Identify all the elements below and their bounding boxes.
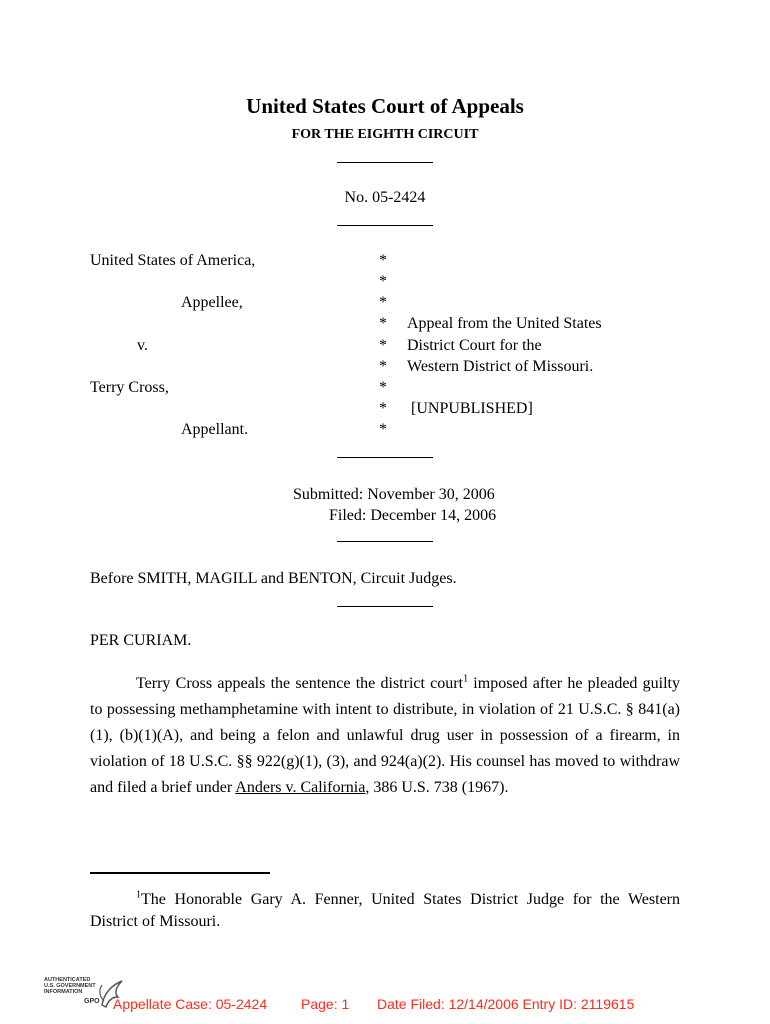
unpublished-label: [UNPUBLISHED] — [411, 400, 533, 417]
footnote-text: The Honorable Gary A. Fenner, United States District Judge for the Western District of Missouri. — [90, 891, 680, 930]
footnote-number: 1 — [136, 889, 141, 901]
plaintiff-name: United States of America, — [90, 252, 256, 269]
opinion-text: imposed after he pleaded guilty to possessing methamphetamine with intent to distribute, in violation of 21 U.S.C. § 841(a)(1), (b)(1)(A), and being a felon and unlawful drug user in possession of a firearm, in violation of 18 U.S.C. §§ 922(g)(1), (3), and 924(a)(2). His counsel has moved to withdraw and filed a brief under — [90, 675, 681, 796]
footnote-separator — [90, 872, 270, 874]
divider — [337, 606, 433, 607]
appeal-origin-line: Western District of Missouri. — [407, 358, 594, 375]
divider — [337, 225, 433, 226]
stamp-case: Appellate Case: 05-2424 — [113, 996, 268, 1012]
caption-asterisk: * — [379, 421, 387, 438]
stamp-filed: Date Filed: 12/14/2006 Entry ID: 2119615 — [377, 996, 635, 1012]
footnote-reference[interactable]: 1 — [463, 673, 469, 685]
logo-text: U.S. GOVERNMENT — [44, 983, 96, 989]
defendant-name: Terry Cross, — [90, 379, 169, 396]
caption-asterisk: * — [379, 252, 387, 269]
caption-asterisk: * — [379, 294, 387, 311]
appeal-origin-line: Appeal from the United States — [407, 315, 602, 332]
case-number: No. 05-2424 — [344, 189, 426, 206]
logo-text: AUTHENTICATED — [44, 977, 91, 983]
court-title: United States Court of Appeals — [246, 94, 524, 118]
footnote — [90, 889, 680, 933]
case-citation: Anders v. California — [235, 779, 366, 796]
panel-line: Before SMITH, MAGILL and BENTON, Circuit Judges. — [90, 570, 457, 587]
caption-asterisk: * — [379, 400, 387, 417]
opinion-text: , 386 U.S. 738 (1967). — [365, 779, 509, 796]
appeal-origin-line: District Court for the — [407, 337, 542, 354]
logo-text: INFORMATION — [44, 989, 83, 995]
caption-asterisk: * — [379, 337, 387, 354]
gpo-authentication-logo — [44, 975, 124, 1015]
plaintiff-role: Appellee, — [181, 294, 243, 311]
logo-text: GPO — [84, 998, 100, 1005]
opinion-text: Terry Cross appeals the sentence the district court — [136, 675, 464, 692]
caption-asterisk: * — [379, 358, 387, 375]
defendant-role: Appellant. — [181, 421, 249, 438]
per-curiam-heading: PER CURIAM. — [90, 632, 192, 649]
caption-asterisk: * — [379, 273, 387, 290]
circuit-subtitle: FOR THE EIGHTH CIRCUIT — [291, 127, 479, 142]
filed-date: Filed: December 14, 2006 — [329, 507, 497, 524]
caption-asterisk: * — [379, 315, 387, 332]
divider — [337, 457, 433, 458]
divider — [337, 162, 433, 163]
submitted-date: Submitted: November 30, 2006 — [293, 486, 495, 503]
opinion-paragraph — [90, 671, 680, 801]
stamp-page: Page: 1 — [301, 996, 350, 1012]
versus: v. — [137, 337, 148, 354]
divider — [337, 541, 433, 542]
caption-asterisk: * — [379, 379, 387, 396]
eagle-icon — [44, 975, 124, 1015]
